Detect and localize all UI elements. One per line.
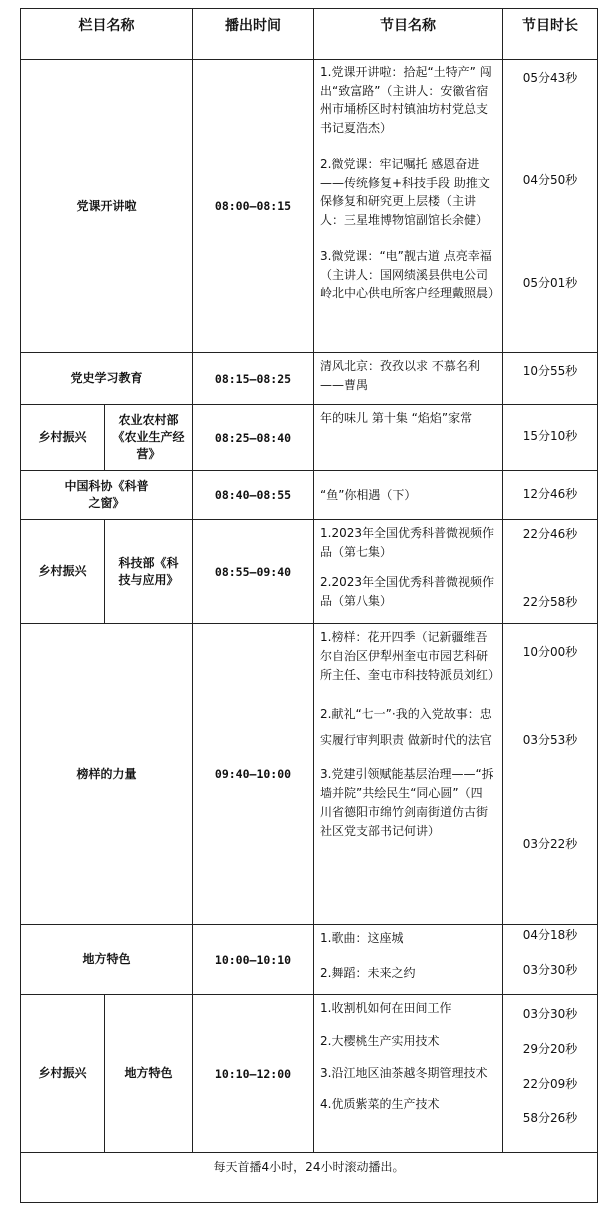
table-row	[21, 925, 598, 995]
category-cell: 乡村振兴	[21, 995, 105, 1153]
program-item: “鱼”你相遇（下）	[320, 487, 417, 502]
program-item: 3.党建引领赋能基层治理——“拆墙并院”共绘民生“同心圆”（四川省德阳市绵竹剑南街道仿古街社区党支部书记何讲）	[320, 767, 494, 838]
category-cell: 中国科协《科普之窗》	[21, 471, 193, 520]
program-cell	[314, 471, 503, 520]
duration-cell	[503, 60, 598, 353]
program-item: 1.收割机如何在田间工作	[320, 1001, 452, 1015]
category-cell: 党课开讲啦	[21, 60, 193, 353]
duration-value: 05分43秒	[522, 71, 578, 85]
time-cell: 08:00–08:15	[193, 60, 314, 353]
schedule-table	[20, 8, 598, 1203]
program-cell	[314, 520, 503, 624]
time-cell: 08:40–08:55	[193, 471, 314, 520]
duration-cell	[503, 405, 598, 471]
time-cell: 10:00–10:10	[193, 925, 314, 995]
table-row	[21, 405, 598, 471]
duration-value: 29分20秒	[522, 1042, 578, 1056]
duration-value: 10分55秒	[522, 364, 578, 378]
header-column-name: 栏目名称	[21, 9, 193, 60]
table-row	[21, 60, 598, 353]
program-item: 年的味儿 第十集 “焰焰”家常	[320, 411, 473, 425]
time-cell: 08:25–08:40	[193, 405, 314, 471]
footer-note: 每天首播4小时，24小时滚动播出。	[21, 1153, 598, 1203]
duration-value: 03分53秒	[522, 733, 578, 747]
header-broadcast-time: 播出时间	[193, 9, 314, 60]
duration-value: 22分46秒	[522, 527, 578, 541]
program-cell	[314, 60, 503, 353]
program-cell	[314, 624, 503, 925]
program-cell	[314, 925, 503, 995]
duration-value: 12分46秒	[522, 487, 578, 501]
program-item: 1.榜样：花开四季（记新疆维吾尔自治区伊犁州奎屯市园艺科研所主任、奎屯市科技特派员刘红）	[320, 630, 501, 682]
duration-cell	[503, 520, 598, 624]
program-item: 3.微党课：“电”靓古道 点亮幸福（主讲人：国网绩溪县供电公司岭北中心供电所客户经理戴照晨）	[320, 249, 501, 300]
program-cell	[314, 405, 503, 471]
duration-value: 03分22秒	[522, 837, 578, 851]
category-cell: 榜样的力量	[21, 624, 193, 925]
program-item: 2.舞蹈：未来之约	[320, 965, 416, 980]
program-item: 2.献礼“七一”·我的入党故事：忠实履行审判职责 做新时代的法官	[320, 707, 492, 747]
duration-cell	[503, 624, 598, 925]
program-item: 1.歌曲：这座城	[320, 931, 404, 945]
duration-value: 03分30秒	[522, 963, 578, 977]
subcategory-cell: 地方特色	[105, 995, 193, 1153]
duration-value: 04分50秒	[522, 173, 578, 187]
program-cell	[314, 353, 503, 405]
program-item: 1.2023年全国优秀科普微视频作品（第七集）	[320, 526, 494, 559]
program-item: 2.2023年全国优秀科普微视频作品（第八集）	[320, 575, 494, 608]
time-cell: 08:55–09:40	[193, 520, 314, 624]
header-duration: 节目时长	[503, 9, 598, 60]
program-item: 2.微党课：牢记嘱托 感恩奋进——传统修复+科技手段 助推文保修复和研究更上层楼（主讲人：三星堆博物馆副馆长余健）	[320, 157, 490, 227]
category-cell: 地方特色	[21, 925, 193, 995]
duration-value: 05分01秒	[522, 276, 578, 290]
subcategory-cell: 科技部《科技与应用》	[105, 520, 193, 624]
program-item: 1.党课开讲啦：拾起“土特产” 闯出“致富路”（主讲人：安徽省宿州市埇桥区时村镇油坊村党总支书记夏浩杰）	[320, 65, 492, 135]
duration-value: 03分30秒	[522, 1007, 578, 1021]
duration-cell	[503, 925, 598, 995]
program-item: 3.沿江地区油茶越冬期管理技术	[320, 1066, 488, 1080]
table-row	[21, 995, 598, 1153]
time-cell: 09:40–10:00	[193, 624, 314, 925]
subcategory-cell: 农业农村部《农业生产经营》	[105, 405, 193, 471]
table-row	[21, 353, 598, 405]
duration-value: 15分10秒	[522, 429, 578, 443]
program-cell	[314, 995, 503, 1153]
duration-value: 22分09秒	[522, 1077, 578, 1091]
table-row	[21, 471, 598, 520]
header-row	[21, 9, 598, 60]
table-row	[21, 520, 598, 624]
duration-cell	[503, 471, 598, 520]
footer-row	[21, 1153, 598, 1203]
duration-value: 10分00秒	[522, 645, 578, 659]
category-cell: 乡村振兴	[21, 405, 105, 471]
program-item: 清风北京：孜孜以求 不慕名利——曹禺	[320, 359, 480, 392]
program-item: 2.大樱桃生产实用技术	[320, 1033, 440, 1048]
header-program-name: 节目名称	[314, 9, 503, 60]
category-cell: 乡村振兴	[21, 520, 105, 624]
duration-value: 22分58秒	[522, 595, 578, 609]
duration-cell	[503, 353, 598, 405]
duration-value: 04分18秒	[522, 928, 578, 942]
duration-cell	[503, 995, 598, 1153]
category-cell: 党史学习教育	[21, 353, 193, 405]
program-item: 4.优质紫菜的生产技术	[320, 1096, 440, 1111]
duration-value: 58分26秒	[522, 1111, 578, 1125]
time-cell: 08:15–08:25	[193, 353, 314, 405]
table-row	[21, 624, 598, 925]
time-cell: 10:10–12:00	[193, 995, 314, 1153]
